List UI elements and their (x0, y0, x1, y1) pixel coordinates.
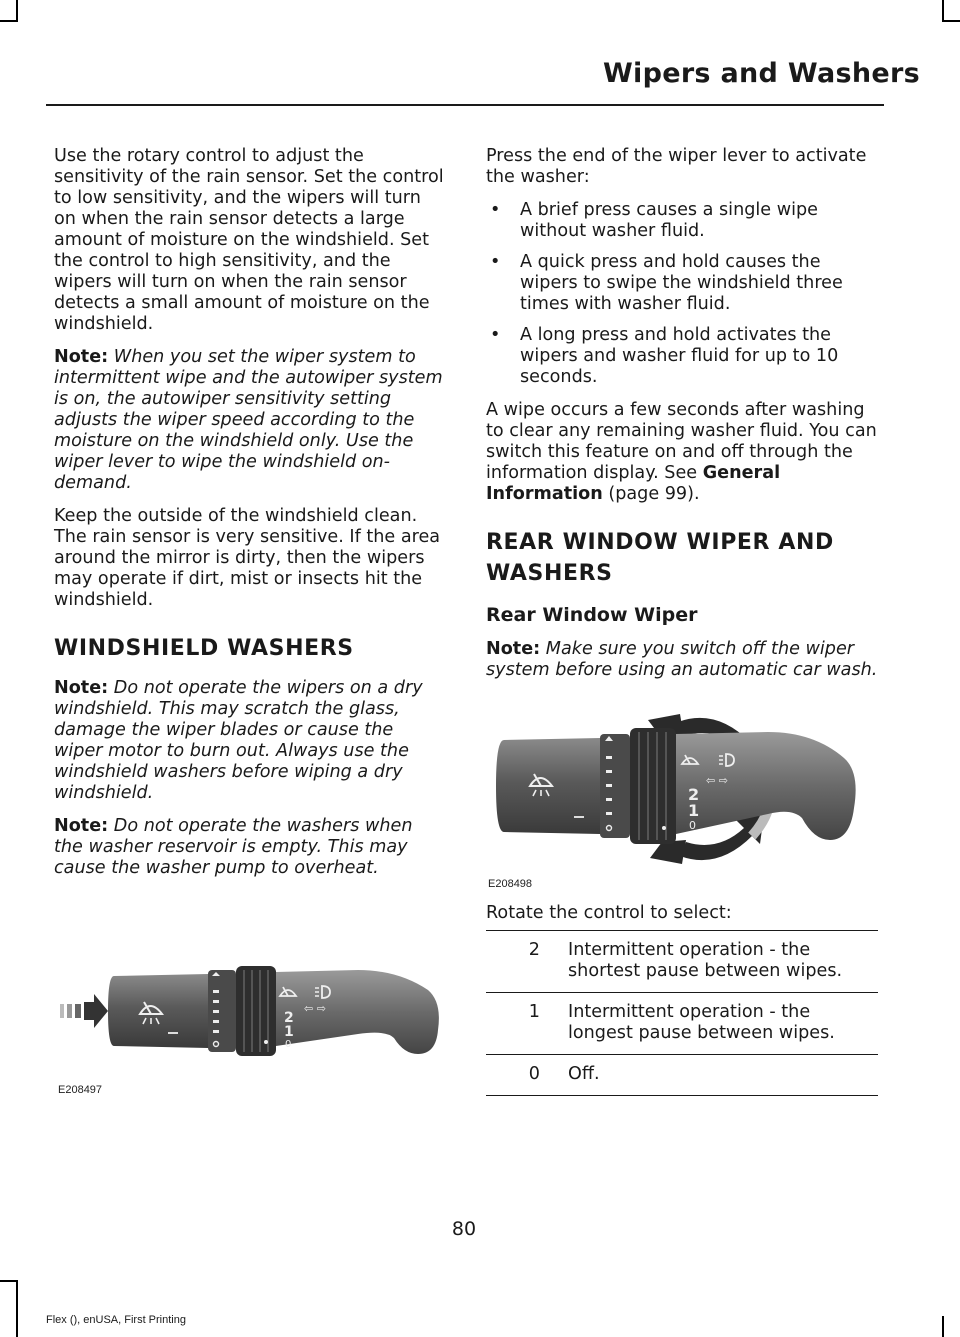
table-row (486, 931, 878, 993)
empty-reservoir-note (54, 816, 446, 879)
rain-sensor-paragraph: Use the rotary control to adjust the sensitivity of the rain sensor. Set the control to low sensitivity, and the wipers will turn on when the rain sensor detects a large amount of moisture on the windshield. Set the control to high sensitivity, and the wipers will turn on when the rain sensor detects a small amount of moisture on the windshield. (54, 146, 444, 334)
table-row (486, 993, 878, 1055)
left-column (54, 146, 446, 891)
list-item (486, 325, 878, 388)
setting-description: Off. (560, 1055, 878, 1096)
push-arrow-icon (60, 994, 108, 1028)
subheading-rear-window-wiper: Rear Window Wiper (486, 604, 698, 626)
note-text: Do not operate the wipers on a dry windshield. This may scratch the glass, damage the wiper blades or cause the wiper motor to burn out. Always use the windshield washers before wiping a dry windshield. (54, 678, 423, 803)
crop-mark (16, 1280, 18, 1337)
table-row (486, 1055, 878, 1096)
setting-number: 2 (486, 931, 560, 993)
header-divider (46, 104, 884, 106)
lever-position-0: 0 (689, 819, 696, 832)
lever-position-2: 2 (284, 1010, 294, 1026)
crop-mark (942, 0, 944, 22)
figure-code: E208497 (58, 1084, 103, 1096)
general-information-link[interactable]: General Information (486, 463, 781, 504)
wipe-after-wash-paragraph (486, 400, 878, 505)
bullet-text: A long press and hold activates the wipers and washer fluid for up to 10 seconds. (520, 325, 839, 387)
setting-number: 0 (486, 1055, 560, 1096)
arrows-label: ⇦ ⇨ (706, 774, 728, 787)
rotary-settings-table (486, 930, 878, 1096)
setting-description: Intermittent operation - the longest pause between wipes. (560, 993, 878, 1055)
crop-mark (0, 1280, 18, 1282)
note-label: Note: (54, 347, 109, 367)
bullet-marker: • (490, 325, 501, 345)
list-item (486, 252, 878, 315)
crop-mark (16, 0, 18, 22)
lever-position-0: 0 (285, 1039, 292, 1050)
paragraph-text: A wipe occurs a few seconds after washing to clear any remaining washer fluid. You can switch this feature on and off through the information display. See (486, 400, 877, 483)
lever-position-1: 1 (688, 801, 700, 820)
dry-windshield-note (54, 678, 446, 804)
note-text: Make sure you switch off the wiper system before using an automatic car wash. (486, 639, 878, 680)
section-heading-rear-window: REAR WINDOW WIPER AND WASHERS (486, 530, 834, 586)
note-label: Note: (486, 639, 541, 659)
wiper-lever-rotate-illustration (488, 704, 878, 874)
figure-code: E208498 (488, 878, 533, 890)
right-column (486, 146, 878, 693)
washer-bullet-list (486, 200, 878, 388)
lever-position-1: 1 (284, 1024, 294, 1040)
crop-mark (942, 20, 960, 22)
note-text: When you set the wiper system to intermittent wipe and the autowiper system is on, the autowiper sensitivity setting adjusts the wiper speed according to the moisture on the windshield only. Use the wiper lever to wipe the windshield on-demand. (54, 347, 443, 493)
crop-mark (942, 1316, 944, 1337)
rotate-instruction: Rotate the control to select: (486, 903, 732, 923)
page-number: 80 (451, 1218, 477, 1240)
bullet-marker: • (490, 252, 501, 272)
footer-text: Flex (), enUSA, First Printing (46, 1314, 186, 1326)
note-label: Note: (54, 678, 109, 698)
section-heading-windshield-washers: WINDSHIELD WASHERS (54, 636, 354, 661)
page-reference: (page 99). (608, 484, 700, 504)
wiper-lever-press-illustration (58, 950, 448, 1068)
car-wash-note (486, 639, 878, 681)
lever-position-2: 2 (688, 785, 700, 804)
autowiper-note (54, 347, 446, 494)
arrows-label: ⇦ ⇨ (304, 1002, 326, 1015)
washer-intro-paragraph: Press the end of the wiper lever to activate the washer: (486, 146, 867, 187)
setting-description: Intermittent operation - the shortest pause between wipes. (560, 931, 878, 993)
note-label: Note: (54, 816, 109, 836)
bullet-text: A quick press and hold causes the wipers to swipe the windshield three times with washer fluid. (520, 252, 843, 314)
bullet-marker: • (490, 200, 501, 220)
crop-mark (0, 20, 18, 22)
bullet-text: A brief press causes a single wipe without washer fluid. (520, 200, 818, 241)
clean-windshield-paragraph: Keep the outside of the windshield clean. The rain sensor is very sensitive. If the area around the mirror is dirty, then the wipers may operate if dirt, mist or insects hit the windshield. (54, 506, 441, 610)
setting-number: 1 (486, 993, 560, 1055)
list-item (486, 200, 878, 242)
note-text: Do not operate the washers when the washer reservoir is empty. This may cause the washer pump to overheat. (54, 816, 413, 878)
page-title: Wipers and Washers (602, 58, 920, 89)
